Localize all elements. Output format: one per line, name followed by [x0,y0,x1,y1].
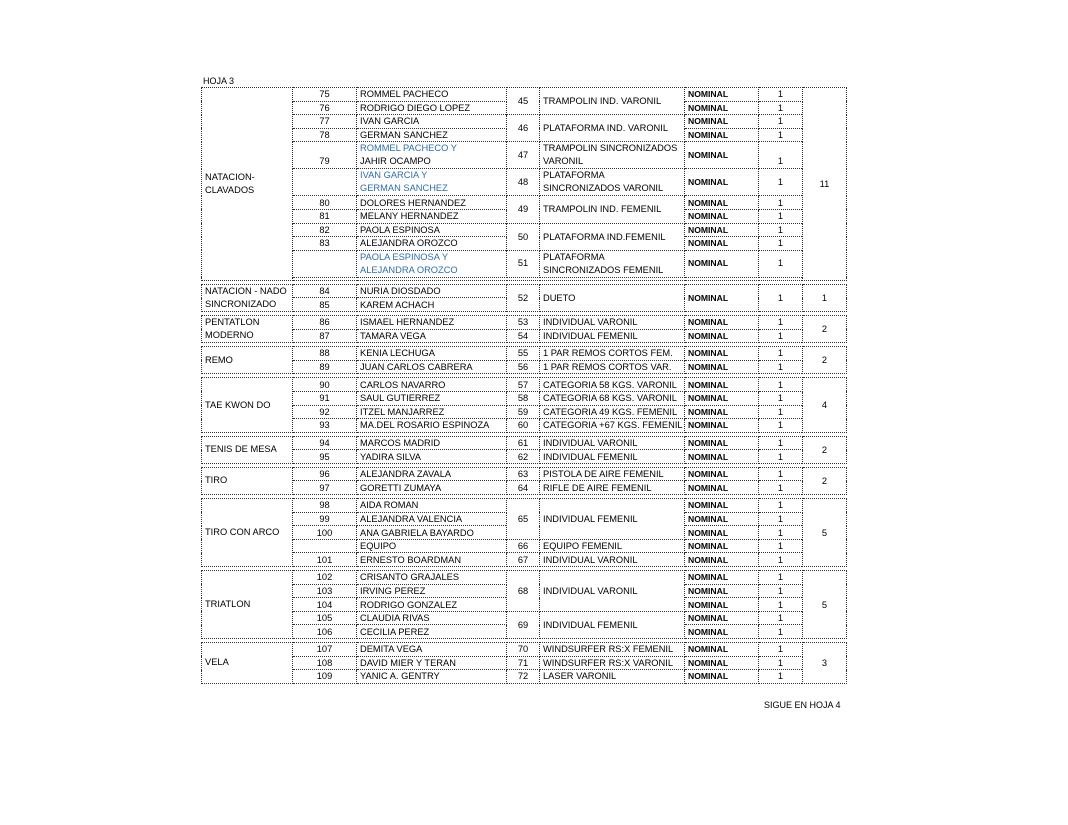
athlete-name: JUAN CARLOS CABRERA [357,360,507,374]
table-row [202,643,847,657]
table-row [202,142,847,169]
entry-type: NOMINAL [685,598,759,612]
entry-count: 1 [759,419,803,433]
athlete-name: ALEJANDRA OROZCO [357,237,507,251]
entry-type: NOMINAL [685,450,759,464]
event-code: 55 [507,347,540,361]
event-name: TRAMPOLIN IND. VARONIL [540,88,685,115]
entry-count: 1 [759,450,803,464]
sport-cell: NATACION - NADO SINCRONIZADO [202,284,293,311]
entry-count: 1 [759,643,803,657]
athlete-name: YANIC A. GENTRY [357,670,507,684]
table-row [202,436,847,450]
table-row [202,539,847,553]
entry-type: NOMINAL [685,391,759,405]
table-row [202,169,847,196]
athlete-name: RODRIGO GONZALEZ [357,598,507,612]
table-row [202,223,847,237]
event-code: 54 [507,329,540,343]
athlete-number: 79 [293,142,357,169]
entry-count: 1 [759,284,803,311]
athlete-name: PAOLA ESPINOSA Y ALEJANDRA OROZCO [357,250,507,277]
athlete-number: 97 [293,481,357,495]
event-code: 56 [507,360,540,374]
athlete-name: DAVID MIER Y TERAN [357,656,507,670]
event-name: RIFLE DE AIRE FEMENIL [540,481,685,495]
sport-total: 11 [803,88,847,281]
athlete-name: CARLOS NAVARRO [357,378,507,392]
entry-type: NOMINAL [685,499,759,513]
athlete-number: 93 [293,419,357,433]
event-code: 46 [507,115,540,142]
sport-total: 3 [803,643,847,684]
table-row [202,391,847,405]
athlete-number: 85 [293,298,357,312]
athlete-number: 89 [293,360,357,374]
athlete-name: ROMMEL PACHECO [357,88,507,102]
entry-count: 1 [759,598,803,612]
event-code: 60 [507,419,540,433]
athlete-number: 99 [293,512,357,526]
entry-count: 1 [759,237,803,251]
entry-type: NOMINAL [685,625,759,639]
sport-cell: PENTATLON MODERNO [202,315,293,342]
athlete-number: 104 [293,598,357,612]
athlete-number: 80 [293,196,357,210]
event-code: 61 [507,436,540,450]
entry-type: NOMINAL [685,584,759,598]
athlete-name: ROMMEL PACHECO Y JAHIR OCAMPO [357,142,507,169]
athlete-number: 87 [293,329,357,343]
entry-count: 1 [759,481,803,495]
athlete-name: RODRIGO DIEGO LOPEZ [357,101,507,115]
entry-type: NOMINAL [685,656,759,670]
table-row [202,378,847,392]
entry-type: NOMINAL [685,315,759,329]
event-name: PLATAFORMA IND. VARONIL [540,115,685,142]
athlete-name: ANA GABRIELA BAYARDO [357,526,507,540]
athlete-name: IVAN GARCIA Y GERMAN SANCHEZ [357,169,507,196]
athlete-name: DEMITA VEGA [357,643,507,657]
event-name: LASER VARONIL [540,670,685,684]
athlete-number: 77 [293,115,357,129]
entry-type: NOMINAL [685,209,759,223]
event-code: 70 [507,643,540,657]
table-row [202,315,847,329]
table-row [202,670,847,684]
table-row [202,88,847,102]
roster-table [201,87,847,684]
entry-count: 1 [759,512,803,526]
event-code: 52 [507,284,540,311]
table-row [202,611,847,625]
entry-type: NOMINAL [685,223,759,237]
athlete-number: 103 [293,584,357,598]
event-code: 68 [507,571,540,612]
table-row [202,250,847,277]
entry-count: 1 [759,209,803,223]
table-row [202,481,847,495]
athlete-name: KAREM ACHACH [357,298,507,312]
athlete-name: MA.DEL ROSARIO ESPINOZA [357,419,507,433]
athlete-number: 102 [293,571,357,585]
event-code: 62 [507,450,540,464]
entry-count: 1 [759,250,803,277]
table-row [202,553,847,567]
entry-type: NOMINAL [685,284,759,311]
event-name: CATEGORIA 68 KGS. VARONIL [540,391,685,405]
entry-type: NOMINAL [685,481,759,495]
sport-cell: TAE KWON DO [202,378,293,432]
event-name: CATEGORIA 49 KGS. FEMENIL [540,405,685,419]
entry-count: 1 [759,553,803,567]
entry-count: 1 [759,378,803,392]
entry-type: NOMINAL [685,128,759,142]
event-name: CATEGORIA 58 KGS. VARONIL [540,378,685,392]
athlete-name: ISMAEL HERNANDEZ [357,315,507,329]
athlete-name: ALEJANDRA ZAVALA [357,467,507,481]
entry-type: NOMINAL [685,643,759,657]
athlete-name: KENIA LECHUGA [357,347,507,361]
event-name: INDIVIDUAL FEMENIL [540,499,685,540]
event-code: 72 [507,670,540,684]
entry-count: 1 [759,223,803,237]
athlete-number: 88 [293,347,357,361]
entry-type: NOMINAL [685,115,759,129]
table-row [202,347,847,361]
entry-count: 1 [759,499,803,513]
athlete-number: 100 [293,526,357,540]
event-code: 51 [507,250,540,277]
table-row [202,329,847,343]
sport-total: 2 [803,467,847,494]
entry-count: 1 [759,101,803,115]
entry-count: 1 [759,405,803,419]
athlete-number: 92 [293,405,357,419]
event-name: CATEGORIA +67 KGS. FEMENIL [540,419,685,433]
sheet-title: HOJA 3 [203,76,235,86]
event-code: 49 [507,196,540,223]
athlete-number: 101 [293,553,357,567]
sport-total: 4 [803,378,847,432]
athlete-name: ERNESTO BOARDMAN [357,553,507,567]
entry-type: NOMINAL [685,553,759,567]
athlete-number: 94 [293,436,357,450]
athlete-number: 81 [293,209,357,223]
entry-count: 1 [759,142,803,169]
event-name: INDIVIDUAL VARONIL [540,553,685,567]
athlete-number: 90 [293,378,357,392]
sport-total: 2 [803,436,847,463]
table-row [202,405,847,419]
athlete-name: IRVING PEREZ [357,584,507,598]
entry-type: NOMINAL [685,571,759,585]
athlete-number: 75 [293,88,357,102]
event-code: 47 [507,142,540,169]
sport-total: 5 [803,499,847,567]
athlete-number: 86 [293,315,357,329]
event-code: 58 [507,391,540,405]
event-name: WINDSURFER RS:X VARONIL [540,656,685,670]
sport-cell: TIRO [202,467,293,494]
event-name: INDIVIDUAL VARONIL [540,571,685,612]
event-code: 57 [507,378,540,392]
event-name: PLATAFORMA SINCRONIZADOS VARONIL [540,169,685,196]
athlete-name: AIDA ROMAN [357,499,507,513]
athlete-number: 95 [293,450,357,464]
sport-total: 2 [803,315,847,342]
event-name: PLATAFORMA SINCRONIZADOS FEMENIL [540,250,685,277]
athlete-number: 107 [293,643,357,657]
sport-total: 1 [803,284,847,311]
athlete-number: 78 [293,128,357,142]
event-code: 50 [507,223,540,250]
sport-cell: TENIS DE MESA [202,436,293,463]
athlete-name: NURIA DIOSDADO [357,284,507,298]
entry-type: NOMINAL [685,196,759,210]
athlete-name: CLAUDIA RIVAS [357,611,507,625]
table-row [202,467,847,481]
entry-count: 1 [759,539,803,553]
table-row [202,196,847,210]
entry-count: 1 [759,169,803,196]
entry-count: 1 [759,467,803,481]
athlete-name: SAUL GUTIERREZ [357,391,507,405]
event-code: 65 [507,499,540,540]
entry-type: NOMINAL [685,250,759,277]
athlete-number: 83 [293,237,357,251]
table-row [202,284,847,298]
event-code: 67 [507,553,540,567]
entry-type: NOMINAL [685,539,759,553]
event-name: TRAMPOLIN IND. FEMENIL [540,196,685,223]
athlete-name: CECILIA PEREZ [357,625,507,639]
entry-count: 1 [759,128,803,142]
sport-cell: TRIATLON [202,571,293,639]
entry-type: NOMINAL [685,142,759,169]
athlete-number: 106 [293,625,357,639]
entry-count: 1 [759,315,803,329]
entry-count: 1 [759,347,803,361]
entry-count: 1 [759,88,803,102]
event-name: 1 PAR REMOS CORTOS FEM. [540,347,685,361]
athlete-number: 76 [293,101,357,115]
event-name: EQUIPO FEMENIL [540,539,685,553]
entry-count: 1 [759,670,803,684]
table-row [202,360,847,374]
event-name: DUETO [540,284,685,311]
table-row [202,450,847,464]
table-row [202,499,847,513]
event-name: INDIVIDUAL FEMENIL [540,611,685,638]
event-code: 71 [507,656,540,670]
event-name: INDIVIDUAL VARONIL [540,436,685,450]
entry-count: 1 [759,329,803,343]
athlete-name: IVAN GARCIA [357,115,507,129]
sport-cell: REMO [202,347,293,374]
entry-type: NOMINAL [685,88,759,102]
event-code: 45 [507,88,540,115]
event-code: 69 [507,611,540,638]
athlete-number: 82 [293,223,357,237]
athlete-name: PAOLA ESPINOSA [357,223,507,237]
table-row [202,115,847,129]
entry-count: 1 [759,436,803,450]
athlete-number [293,539,357,553]
entry-type: NOMINAL [685,347,759,361]
event-code: 59 [507,405,540,419]
athlete-number: 84 [293,284,357,298]
event-code: 63 [507,467,540,481]
entry-type: NOMINAL [685,329,759,343]
athlete-name: TAMARA VEGA [357,329,507,343]
event-name: INDIVIDUAL FEMENIL [540,450,685,464]
sport-total: 5 [803,571,847,639]
entry-count: 1 [759,656,803,670]
event-name: TRAMPOLIN SINCRONIZADOS VARONIL [540,142,685,169]
sport-cell: NATACION- CLAVADOS [202,88,293,281]
athlete-name: CRISANTO GRAJALES [357,571,507,585]
sport-total: 2 [803,347,847,374]
athlete-name: EQUIPO [357,539,507,553]
athlete-name: MARCOS MADRID [357,436,507,450]
entry-type: NOMINAL [685,419,759,433]
athlete-name: GORETTI ZUMAYA [357,481,507,495]
athlete-number: 105 [293,611,357,625]
entry-type: NOMINAL [685,405,759,419]
athlete-name: ALEJANDRA VALENCIA [357,512,507,526]
event-name: INDIVIDUAL VARONIL [540,315,685,329]
table-row [202,419,847,433]
athlete-number: 91 [293,391,357,405]
event-name: 1 PAR REMOS CORTOS VAR. [540,360,685,374]
athlete-name: DOLORES HERNANDEZ [357,196,507,210]
event-code: 48 [507,169,540,196]
entry-type: NOMINAL [685,237,759,251]
event-name: INDIVIDUAL FEMENIL [540,329,685,343]
entry-count: 1 [759,526,803,540]
table-row [202,571,847,585]
entry-count: 1 [759,391,803,405]
athlete-number [293,250,357,277]
athlete-name: MELANY HERNANDEZ [357,209,507,223]
athlete-number [293,169,357,196]
event-code: 64 [507,481,540,495]
event-name: PLATAFORMA IND.FEMENIL [540,223,685,250]
athlete-name: ITZEL MANJARREZ [357,405,507,419]
athlete-name: GERMAN SANCHEZ [357,128,507,142]
entry-count: 1 [759,571,803,585]
event-name: PISTOLA DE AIRE FEMENIL [540,467,685,481]
event-name: WINDSURFER RS:X FEMENIL [540,643,685,657]
athlete-number: 96 [293,467,357,481]
entry-type: NOMINAL [685,378,759,392]
entry-type: NOMINAL [685,360,759,374]
athlete-number: 98 [293,499,357,513]
entry-count: 1 [759,625,803,639]
entry-type: NOMINAL [685,512,759,526]
sport-cell: VELA [202,643,293,684]
entry-type: NOMINAL [685,526,759,540]
entry-type: NOMINAL [685,436,759,450]
event-code: 66 [507,539,540,553]
entry-type: NOMINAL [685,670,759,684]
athlete-name: YADIRA SILVA [357,450,507,464]
continued-note: SIGUE EN HOJA 4 [764,700,841,710]
entry-type: NOMINAL [685,467,759,481]
table-row [202,656,847,670]
entry-count: 1 [759,360,803,374]
entry-count: 1 [759,584,803,598]
entry-type: NOMINAL [685,169,759,196]
athlete-number: 109 [293,670,357,684]
entry-count: 1 [759,611,803,625]
entry-type: NOMINAL [685,611,759,625]
entry-count: 1 [759,115,803,129]
athlete-number: 108 [293,656,357,670]
event-code: 53 [507,315,540,329]
entry-count: 1 [759,196,803,210]
entry-type: NOMINAL [685,101,759,115]
sport-cell: TIRO CON ARCO [202,499,293,567]
